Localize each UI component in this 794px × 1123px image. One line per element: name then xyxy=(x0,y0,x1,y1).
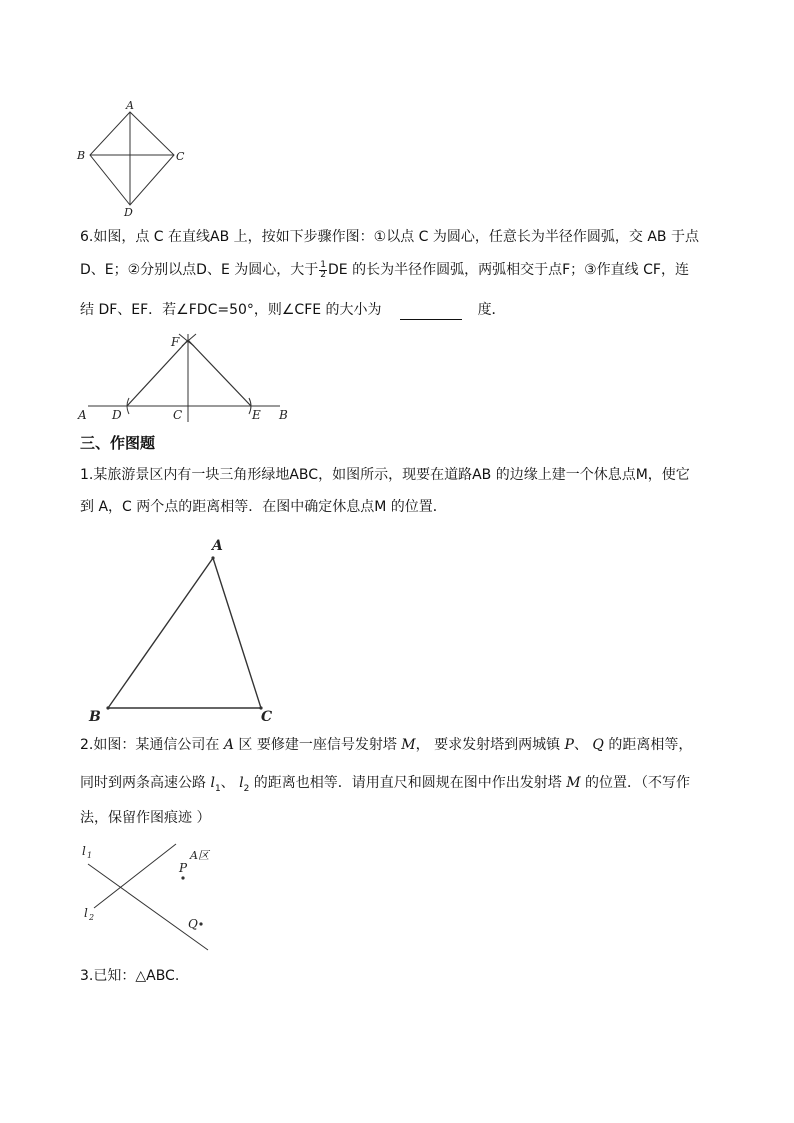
q6-line-2-end: DE 的长为半径作圆弧，两弧相交于点F；③作直线 CF，连 xyxy=(328,262,689,278)
point-b-label: B xyxy=(279,408,288,422)
section-heading: 三、作图题 xyxy=(80,434,156,452)
p3-line-1: 3.已知：△ABC. xyxy=(80,968,180,984)
p2-text: 、 xyxy=(573,737,588,753)
town-q-variable: Q xyxy=(592,737,604,753)
roads-figure xyxy=(76,838,236,958)
p2-line-1 xyxy=(80,735,692,755)
road-l2-subscript: 2 xyxy=(89,913,95,922)
p2-text: 、 xyxy=(220,775,235,791)
p2-text: 区 要修建一座信号发射塔 xyxy=(238,737,397,753)
point-d-label: D xyxy=(124,206,133,219)
fraction-half xyxy=(319,261,327,280)
p2-text: 的距离也相等．请用直尺和圆规在图中作出发射塔 xyxy=(253,775,562,791)
point-c-label: C xyxy=(261,709,273,725)
p2-text: ， 要求发射塔到两城镇 xyxy=(415,737,561,753)
road-l1-variable: l xyxy=(210,775,215,791)
tower-variable: M xyxy=(401,737,416,753)
p2-text: 的距离相等， xyxy=(608,737,693,753)
p1-line-2: 到 A，C 两个点的距离相等．在图中确定休息点M 的位置． xyxy=(80,499,447,515)
region-a-label: A区 xyxy=(190,849,209,862)
road-l2-variable: l xyxy=(239,775,244,791)
rhombus-figure xyxy=(70,98,200,220)
point-f-label: F xyxy=(171,335,180,349)
q6-line-2-start: D、E；②分别以点D、E 为圆心，大于 xyxy=(80,262,319,278)
road-l1-subscript: 1 xyxy=(87,851,93,860)
point-d-label: D xyxy=(112,408,122,422)
point-q-label: Q xyxy=(188,917,198,931)
point-e-label: E xyxy=(252,408,261,422)
tower-variable: M xyxy=(566,775,581,791)
q6-line-1: 6.如图，点 C 在直线AB 上，按如下步骤作图：①以点 C 为圆心，任意长为半径作圆弧，交 AB 于点 xyxy=(80,229,699,245)
road-l1-label: l xyxy=(82,844,86,858)
p2-text: 2.如图：某通信公司在 xyxy=(80,737,220,753)
q6-line-3-end: 度． xyxy=(477,302,506,318)
point-c-label: C xyxy=(176,150,185,163)
point-a-label: A xyxy=(78,408,87,422)
point-a-label: A xyxy=(126,99,134,112)
triangle-figure xyxy=(80,530,290,730)
p2-text: 同时到两条高速公路 xyxy=(80,775,206,791)
q6-line-3 xyxy=(80,300,506,320)
point-p-label: P xyxy=(179,861,188,875)
subscript: 2 xyxy=(243,783,250,794)
fraction-numerator: 1 xyxy=(320,259,326,270)
point-c-label: C xyxy=(173,408,183,422)
p1-line-1: 1.某旅游景区内有一块三角形绿地ABC，如图所示，现要在道路AB 的边缘上建一个休息点M，使它 xyxy=(80,467,690,483)
p2-line-2 xyxy=(80,773,690,799)
p2-line-3: 法，保留作图痕迹 ） xyxy=(80,810,211,826)
region-variable: A xyxy=(223,737,234,753)
point-b-label: B xyxy=(77,149,86,162)
answer-blank[interactable] xyxy=(400,305,462,320)
q6-line-2 xyxy=(80,260,689,280)
fraction-denominator: 2 xyxy=(320,269,326,280)
point-b-label: B xyxy=(89,709,101,725)
q6-line-3-start: 结 DF、EF．若∠FDC=50°，则∠CFE 的大小为 xyxy=(80,302,382,318)
construction-figure xyxy=(74,328,294,424)
point-a-label: A xyxy=(212,538,223,554)
road-l2-label: l xyxy=(84,906,88,920)
subscript: 1 xyxy=(214,783,221,794)
p2-text: 的位置．（不写作 xyxy=(585,775,691,791)
town-p-variable: P xyxy=(564,737,574,753)
